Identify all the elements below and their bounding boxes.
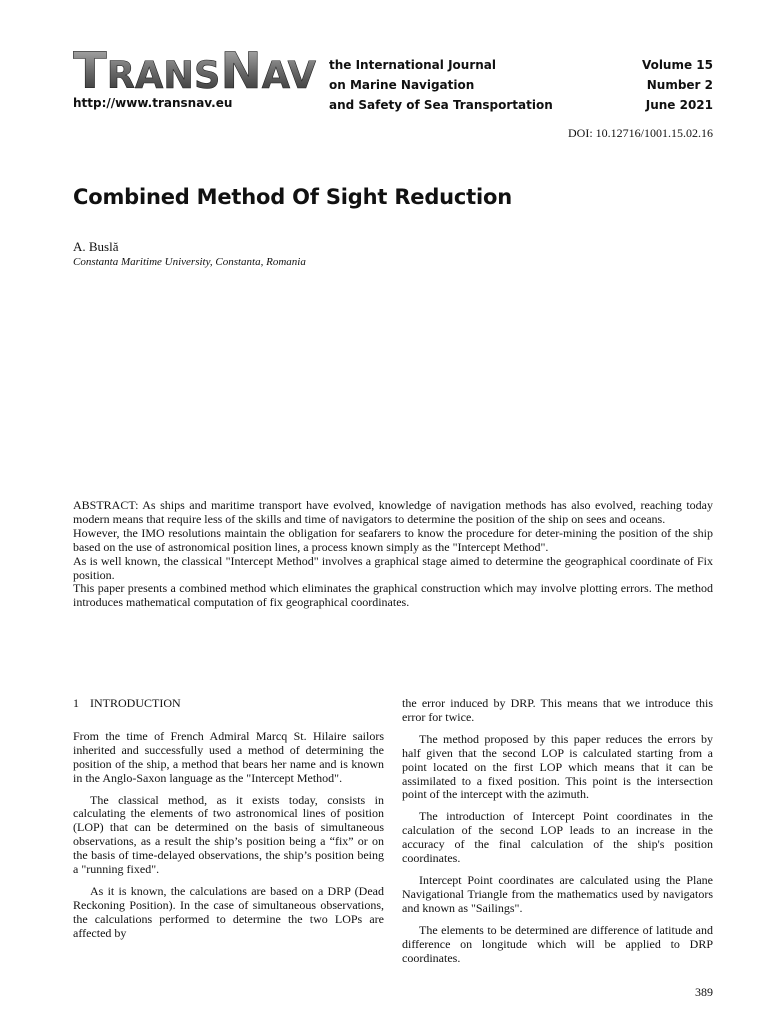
author-affiliation: Constanta Maritime University, Constanta, Romania [73, 256, 306, 268]
body-paragraph: the error induced by DRP. This means that we introduce this error for twice. [402, 696, 713, 724]
journal-line: on Marine Navigation [329, 78, 475, 92]
body-paragraph: As it is known, the calculations are based on a DRP (Dead Reckoning Position). In the case of simultaneous observations, the calculations performed to determine the two LOPs are affected by [73, 883, 384, 940]
journal-name [329, 55, 553, 115]
svg-text:TRANSNAV: TRANSNAV [73, 44, 317, 94]
right-column [402, 697, 713, 973]
body-paragraph: The elements to be determined are difference of latitude and difference on longitude which will be applied to DRP coordinates. [402, 922, 713, 965]
abstract-paragraph: This paper presents a combined method which eliminates the graphical construction which may involve plotting errors. The method introduces mathematical computation of fix geographical coordinates. [73, 581, 713, 610]
doi[interactable]: DOI: 10.12716/1001.15.02.16 [568, 126, 713, 140]
journal-line: and Safety of Sea Transportation [329, 98, 553, 112]
body-paragraph: From the time of French Admiral Marcq St. Hilaire sailors inherited and successfully used a method of determining the position of the ship, a method that bears her name and is known in the Anglo-Saxon language as the "Intercept Method". [73, 728, 384, 785]
abstract-paragraph: ABSTRACT: As ships and maritime transport have evolved, knowledge of navigation methods has also evolved, reaching today modern means that require less of the skills and time of navigators to determine the position of the ship on sees and oceans. [73, 498, 713, 526]
page-number: 389 [695, 985, 713, 999]
left-column [73, 697, 384, 949]
section-heading [73, 697, 384, 711]
volume: Volume 15 [641, 58, 713, 72]
body-paragraph: Intercept Point coordinates are calculated using the Plane Navigational Triangle from the mathematics used by navigators and known as "Sailings". [402, 872, 713, 915]
journal-url[interactable]: http://www.transnav.eu [73, 96, 233, 110]
abstract [73, 499, 713, 610]
issue-date: June 2021 [645, 98, 713, 112]
journal-line: the International Journal [329, 58, 496, 72]
body-paragraph: The method proposed by this paper reduces the errors by half given that the second LOP is calculated starting from a point located on the first LOP which means that it can be assimilated to a fixed position. This point is the intersection point of the intercept with the azimuth. [402, 731, 713, 802]
abstract-paragraph: However, the IMO resolutions maintain the obligation for seafarers to know the procedure for deter-mining the position of the ship based on the use of astronomical position lines, a process known simply as the "Intercept Method". [73, 525, 713, 554]
section-title: INTRODUCTION [90, 696, 181, 710]
abstract-paragraph: As is well known, the classical "Intercept Method" involves a graphical stage aimed to determine the geographical coordinate of Fix position. [73, 553, 713, 582]
article-title: Combined Method Of Sight Reduction [73, 185, 512, 209]
body-paragraph: The classical method, as it exists today, consists in calculating the elements of two astronomical lines of position (LOP) that can be determined on the basis of simultaneous observations, as a result the ship’s position being a “fix” or on the basis of time-delayed observations, the ship’s position being a "running fixed". [73, 792, 384, 877]
journal-logo [73, 44, 318, 94]
body-paragraph: The introduction of Intercept Point coordinates in the calculation of the second LOP leads to an increase in the accuracy of the final calculation of the ship's position coordinates. [402, 809, 713, 866]
section-number: 1 [73, 696, 79, 710]
issue-number: Number 2 [646, 78, 713, 92]
author-name: A. Buslă [73, 239, 119, 254]
issue-info [642, 55, 713, 115]
